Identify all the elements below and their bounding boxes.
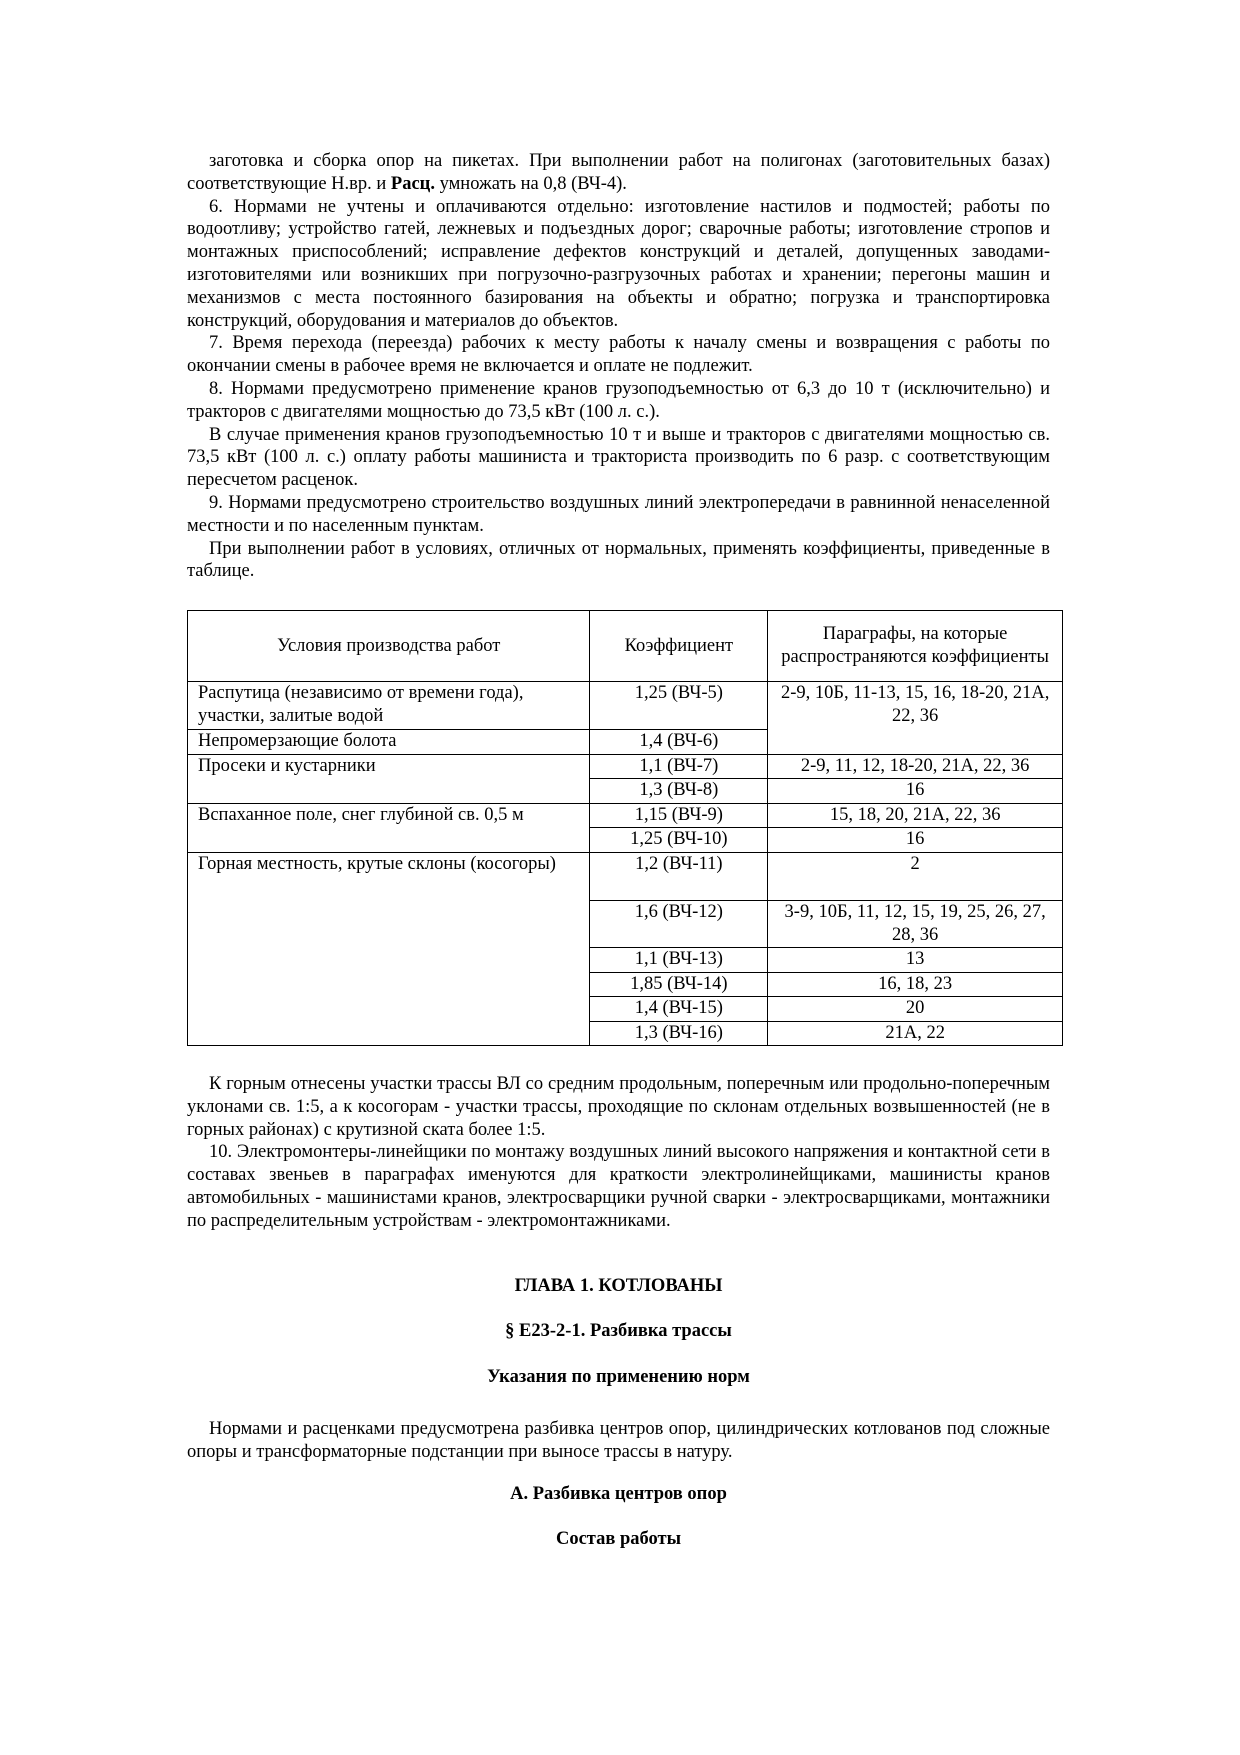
paragraphs-cell: 2 xyxy=(768,853,1063,901)
composition-heading: Состав работы xyxy=(555,1529,682,1549)
paragraphs-cell: 2-9, 11, 12, 18-20, 21А, 22, 36 xyxy=(768,755,1063,779)
paragraphs-cell: 16 xyxy=(768,828,1063,853)
intro-text xyxy=(187,150,1050,583)
condition-cell: Непромерзающие болота xyxy=(188,730,590,755)
mountain-note: К горным отнесены участки трассы ВЛ со средним продольным, поперечным или продольно-поперечным уклонами св. 1:5, а к косогорам - участки трассы, проходящие по склонам отдельных возвышенностей (не в горных районах) с крутизной ската более 1:5. xyxy=(187,1074,1050,1140)
bold-term: Расц. xyxy=(390,173,435,194)
paragraphs-cell: 15, 18, 20, 21А, 22, 36 xyxy=(768,804,1063,828)
coefficient-cell: 1,4 (ВЧ-6) xyxy=(590,730,768,755)
condition-cell: Горная местность, крутые склоны (косогоры) xyxy=(188,853,590,1046)
coefficient-cell: 1,3 (ВЧ-16) xyxy=(590,1022,768,1046)
table-header xyxy=(188,611,1063,682)
coefficient-cell: 1,1 (ВЧ-13) xyxy=(590,948,768,973)
after-table-text xyxy=(187,1073,1050,1233)
text: заготовка и сборка опор на пикетах. При выполнении работ на полигонах (заготовительных базах) соответствующие Н.вр. и xyxy=(187,151,1050,194)
paragraph-7: 7. Время перехода (переезда) рабочих к месту работы к началу смены и возвращения с работы по окончании смены в рабочее время не включается и оплате не подлежит. xyxy=(187,333,1050,377)
paragraphs-cell: 13 xyxy=(768,948,1063,973)
table-row xyxy=(188,804,1063,828)
subsection-title: А. Разбивка центров опор xyxy=(510,1484,727,1504)
coefficient-cell: 1,1 (ВЧ-7) xyxy=(590,755,768,779)
coefficient-cell: 1,3 (ВЧ-8) xyxy=(590,779,768,804)
paragraph-10: 10. Электромонтеры-линейщики по монтажу воздушных линий высокого напряжения и контактной сети в составах звеньев в параграфах именуются для краткости электролинейщиками, машинисты кранов автомобильных - машинистами кранов, электросварщики ручной сварки - электросварщиками, монтажники по распределительным устройствам - электромонтажниками. xyxy=(187,1142,1050,1231)
paragraph-6: 6. Нормами не учтены и оплачиваются отдельно: изготовление настилов и подмостей; работы по водоотливу; устройство гатей, лежневых и подъездных дорог; сварочные работы; изготовление стропов и монтажных приспособлений; исправление дефектов конструкций и деталей, допущенных заводами-изготовителями или возникших при погрузочно-разгрузочных работах и хранении; перегоны машин и механизмов с места постоянного базирования на объекты и обратно; погрузка и транспортировка конструкций, оборудования и материалов до объектов. xyxy=(187,196,1050,331)
paragraphs-cell: 21А, 22 xyxy=(768,1022,1063,1046)
paragraphs-cell: 16, 18, 23 xyxy=(768,973,1063,997)
coefficients-table xyxy=(187,610,1063,1046)
coefficient-cell: 1,4 (ВЧ-15) xyxy=(590,997,768,1022)
header-paragraphs: Параграфы, на которые распространяются коэффициенты xyxy=(768,611,1063,682)
coefficient-cell: 1,85 (ВЧ-14) xyxy=(590,973,768,997)
coefficient-cell: 1,6 (ВЧ-12) xyxy=(590,901,768,948)
coefficient-cell: 1,2 (ВЧ-11) xyxy=(590,853,768,901)
paragraph-9: 9. Нормами предусмотрено строительство воздушных линий электропередачи в равнинной ненаселенной местности и по населенным пунктам. xyxy=(187,492,1050,536)
table-row xyxy=(188,755,1063,779)
paragraphs-cell: 16 xyxy=(768,779,1063,804)
table-row xyxy=(188,853,1063,901)
condition-cell: Вспаханное поле, снег глубиной св. 0,5 м xyxy=(188,804,590,853)
coefficient-cell: 1,15 (ВЧ-9) xyxy=(590,804,768,828)
section-title: § Е23-2-1. Разбивка трассы xyxy=(505,1321,732,1341)
condition-cell: Распутица (независимо от времени года), участки, залитые водой xyxy=(188,682,590,730)
paragraphs-cell: 20 xyxy=(768,997,1063,1022)
paragraphs-cell: 3-9, 10Б, 11, 12, 15, 19, 25, 26, 27, 28, 36 xyxy=(768,901,1063,948)
paragraph-8b: В случае применения кранов грузоподъемностью 10 т и выше и тракторов с двигателями мощностью св. 73,5 кВт (100 л. с.) оплату работы машиниста и тракториста производить по 6 разр. с соответствующим пересчетом расценок. xyxy=(187,424,1050,491)
header-conditions: Условия производства работ xyxy=(188,611,590,682)
paragraphs-cell: 2-9, 10Б, 11-13, 15, 16, 18-20, 21А, 22, 36 xyxy=(768,682,1063,755)
text: умножать на 0,8 (ВЧ-4). xyxy=(434,173,627,194)
paragraph-9b: При выполнении работ в условиях, отличных от нормальных, применять коэффициенты, приведенные в таблице. xyxy=(187,538,1050,582)
paragraph: Нормами и расценками предусмотрена разбивка центров опор, цилиндрических котлованов под сложные опоры и трансформаторные подстанции при выносе трассы в натуру. xyxy=(187,1419,1050,1462)
paragraph-5-cont xyxy=(187,150,1050,196)
table-row xyxy=(188,682,1063,730)
chapter-title: ГЛАВА 1. КОТЛОВАНЫ xyxy=(514,1276,723,1296)
condition-cell: Просеки и кустарники xyxy=(188,755,590,804)
coefficient-cell: 1,25 (ВЧ-10) xyxy=(590,828,768,853)
coefficient-cell: 1,25 (ВЧ-5) xyxy=(590,682,768,730)
guidance-heading: Указания по применению норм xyxy=(487,1367,750,1387)
header-coefficient: Коэффициент xyxy=(590,611,768,682)
guidance-text xyxy=(187,1418,1050,1464)
paragraph-8: 8. Нормами предусмотрено применение кранов грузоподъемностью от 6,3 до 10 т (исключительно) и тракторов с двигателями мощностью до 73,5 кВт (100 л. с.). xyxy=(187,378,1050,422)
